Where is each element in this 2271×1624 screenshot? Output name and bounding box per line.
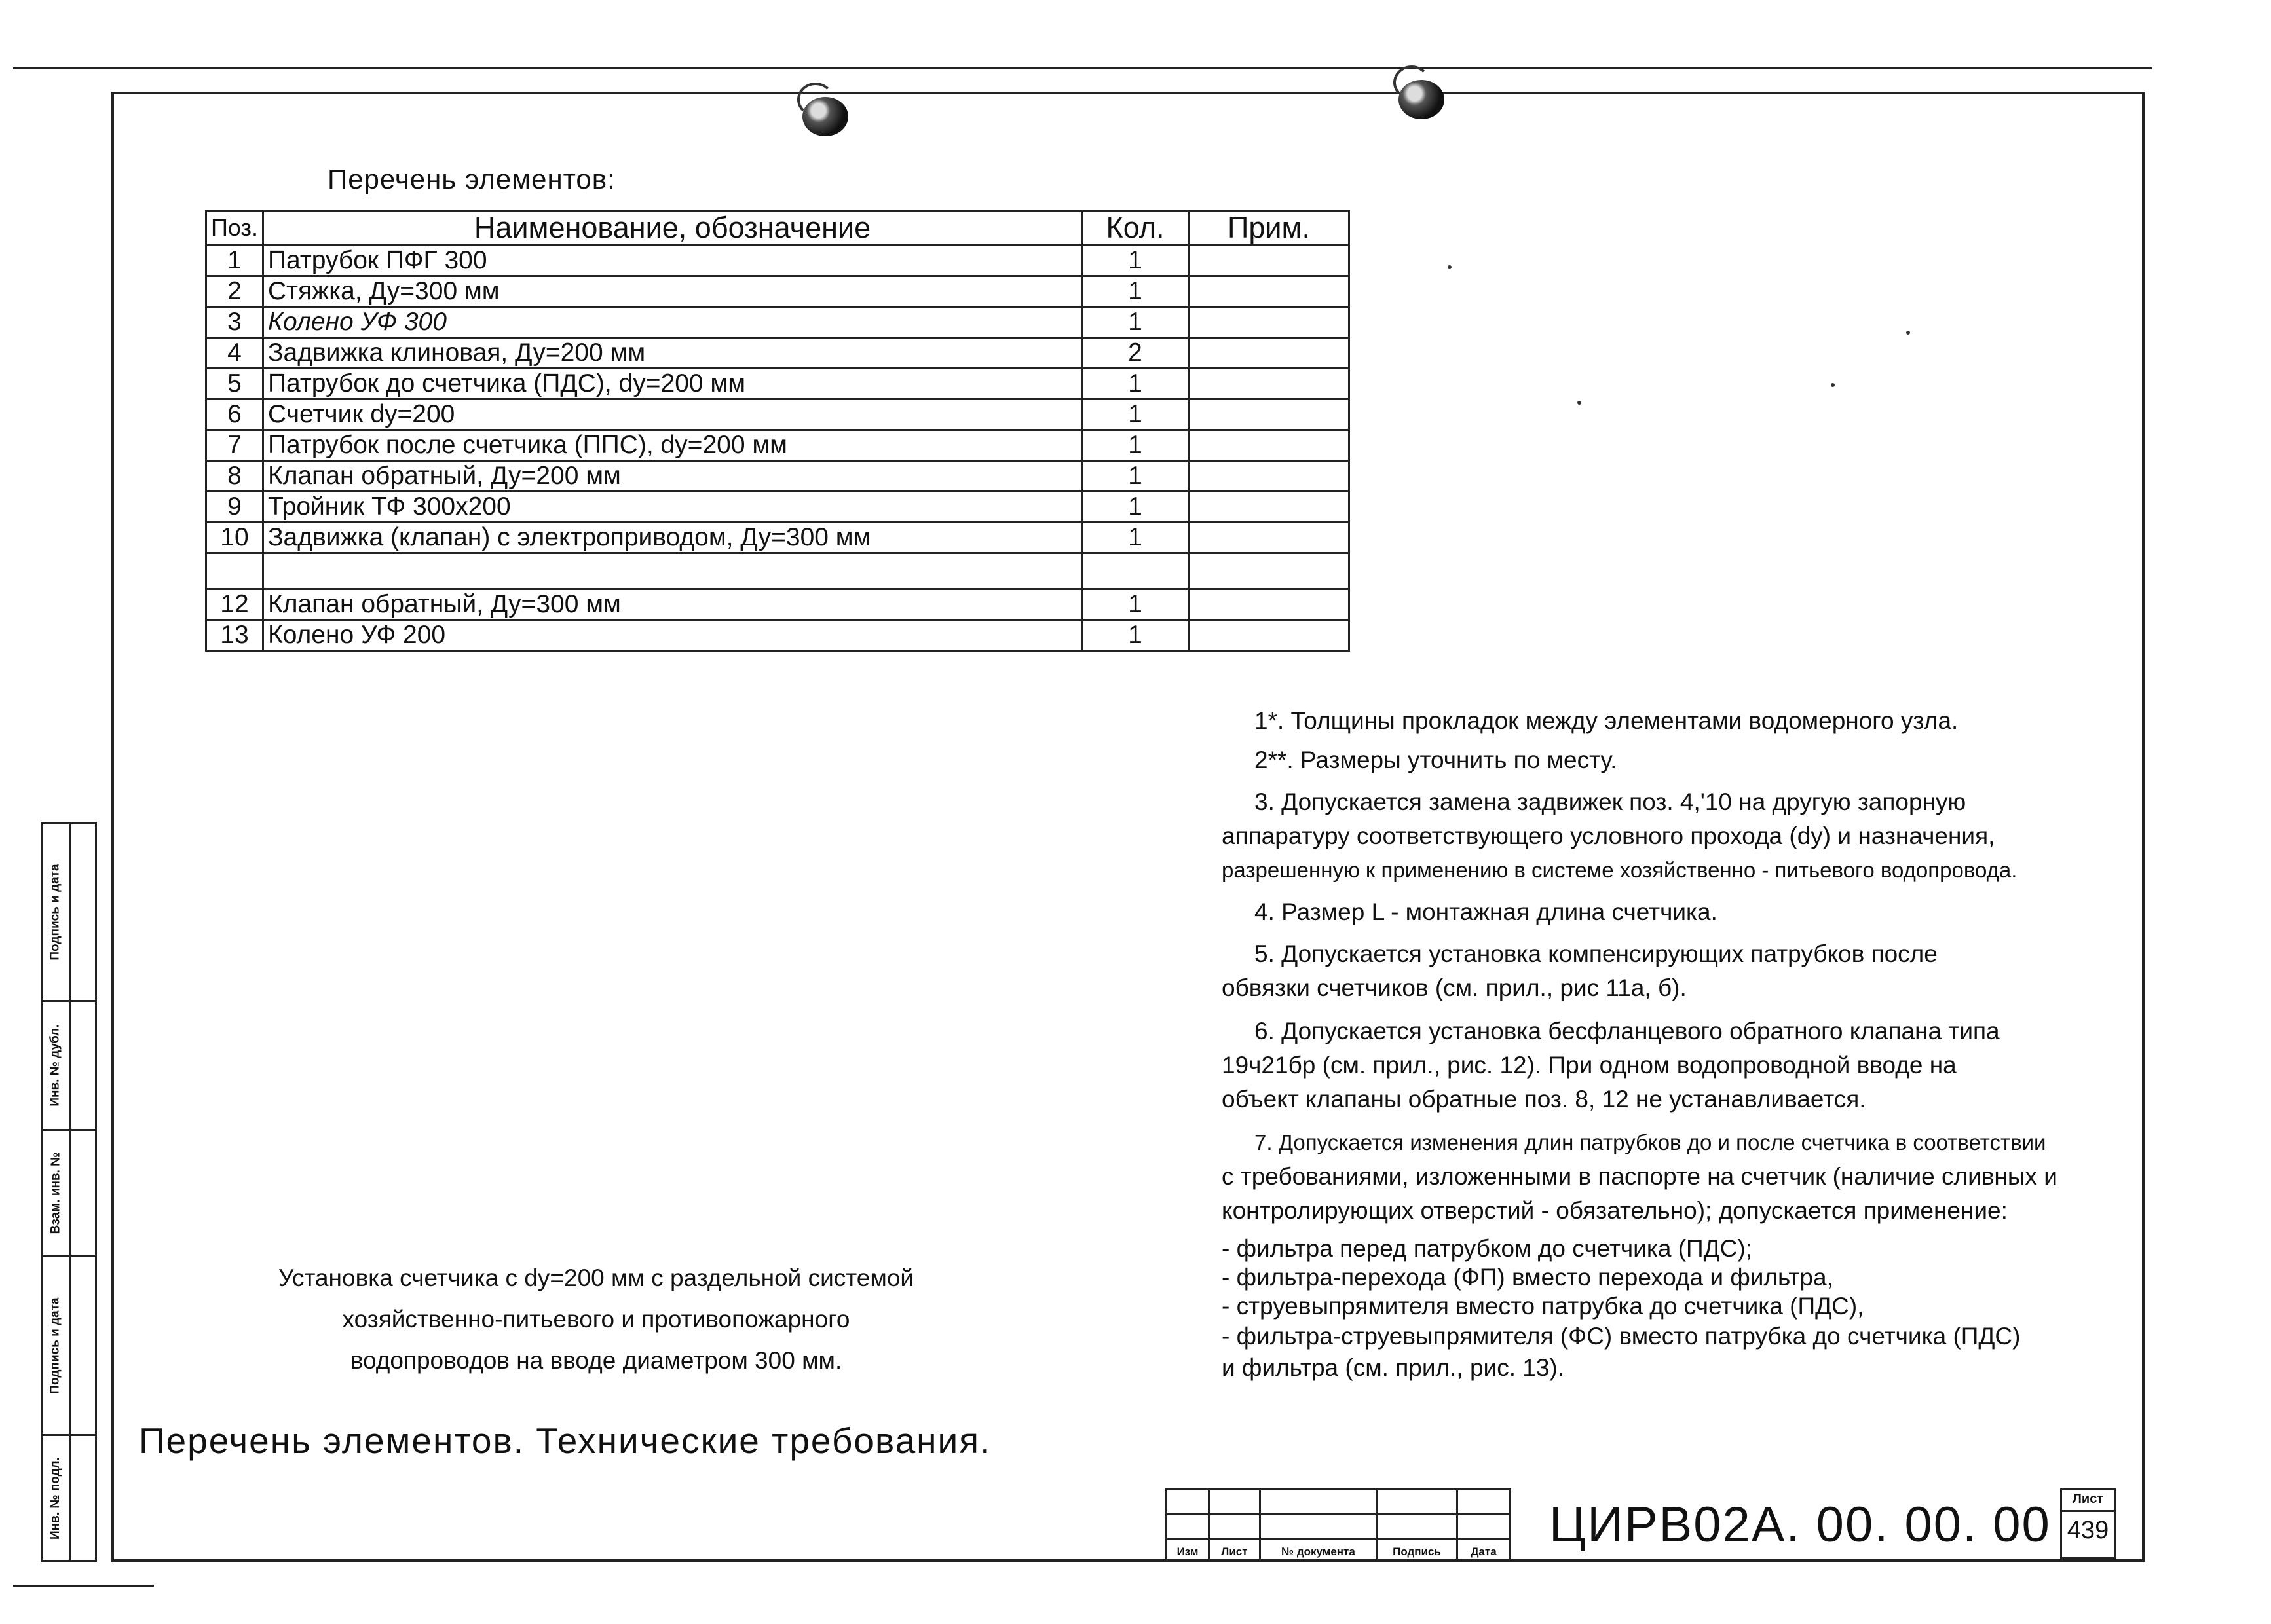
note-2: 2**. Размеры уточнить по месту. (1254, 747, 1617, 773)
document-code: ЦИРВ02А. 00. 00. 00 (1549, 1497, 2051, 1553)
cell-name: Патрубок до счетчика (ПДС), dy=200 мм (263, 369, 1082, 399)
title-block-grid (1165, 1488, 1511, 1560)
side-stamp-box (41, 822, 97, 1002)
note-6-line1: 6. Допускается установка бесфланцевого обратного клапана типа (1254, 1018, 2000, 1044)
label-doc-number: № документа (1260, 1540, 1377, 1560)
table-row (206, 430, 1349, 461)
cell-name: Клапан обратный, Ду=300 мм (263, 589, 1082, 620)
note-list-1: - фильтра перед патрубком до счетчика (ПДС); (1222, 1235, 1753, 1262)
sheet-number-box (2060, 1488, 2116, 1559)
cell-qty (1082, 553, 1189, 589)
note-3-line1: 3. Допускается замена задвижек поз. 4,'10 на другую запорную (1254, 788, 1966, 815)
bottom-left-rule (13, 1585, 154, 1587)
cell-qty: 2 (1082, 338, 1189, 369)
note-6-line3: объект клапаны обратные поз. 8, 12 не устанавливается. (1222, 1086, 1866, 1113)
cell-pos: 7 (206, 430, 263, 461)
note-5-line2: обвязки счетчиков (см. прил., рис 11а, б). (1222, 974, 1687, 1001)
cell-note (1189, 369, 1349, 399)
cell-name: Задвижка (клапан) с электроприводом, Ду=300 мм (263, 523, 1082, 553)
binder-pin-icon (802, 97, 848, 136)
cell-qty: 1 (1082, 246, 1189, 276)
cell-note (1189, 276, 1349, 307)
sheet-title: Перечень элементов. Технические требования. (139, 1420, 992, 1461)
label-signature: Подпись (1377, 1540, 1457, 1560)
cell-name (263, 553, 1082, 589)
cell-name: Стяжка, Ду=300 мм (263, 276, 1082, 307)
scan-speck (1906, 331, 1910, 335)
cell-note (1189, 461, 1349, 492)
side-stamp-box (41, 1000, 97, 1131)
note-7-line2: с требованиями, изложенными в паспорте на счетчик (наличие сливных и (1222, 1163, 2057, 1190)
note-1: 1*. Толщины прокладок между элементами водомерного узла. (1254, 707, 1959, 734)
cell-name: Патрубок ПФГ 300 (263, 246, 1082, 276)
note-3-line3: разрешенную к применению в системе хозяйственно - питьевого водопровода. (1222, 858, 2018, 882)
side-stamp-label: Подпись и дата (48, 1297, 62, 1394)
cell-note (1189, 399, 1349, 430)
cell-name: Тройник ТФ 300х200 (263, 492, 1082, 523)
cell-pos: 10 (206, 523, 263, 553)
header-note: Прим. (1189, 211, 1349, 246)
side-stamp-box (41, 1255, 97, 1436)
table-row (206, 399, 1349, 430)
cell-qty: 1 (1082, 589, 1189, 620)
cell-name: Колено УФ 300 (263, 307, 1082, 338)
cell-note (1189, 246, 1349, 276)
cell-note (1189, 430, 1349, 461)
cell-note (1189, 307, 1349, 338)
side-stamp-box (41, 1129, 97, 1257)
label-date: Дата (1457, 1540, 1511, 1560)
cell-qty: 1 (1082, 276, 1189, 307)
cell-name: Задвижка клиновая, Ду=200 мм (263, 338, 1082, 369)
caption-line3: водопроводов на вводе диаметром 300 мм. (350, 1347, 842, 1374)
label-list: Лист (1209, 1540, 1260, 1560)
binder-pin-icon (1398, 80, 1444, 119)
table-row (206, 589, 1349, 620)
cell-pos: 6 (206, 399, 263, 430)
header-qty: Кол. (1082, 211, 1189, 246)
cell-name: Колено УФ 200 (263, 620, 1082, 651)
header-pos: Поз. (206, 211, 263, 246)
cell-pos: 12 (206, 589, 263, 620)
note-7-line3: контролирующих отверстий - обязательно); допускается применение: (1222, 1197, 2008, 1224)
cell-pos: 5 (206, 369, 263, 399)
label-izm: Изм (1167, 1540, 1209, 1560)
table-header-row (206, 211, 1349, 246)
note-7-line1: 7. Допускается изменения длин патрубков до и после счетчика в соответствии (1254, 1130, 2046, 1154)
side-stamp-box (41, 1434, 97, 1562)
side-stamp-label: Подпись и дата (48, 863, 62, 961)
table-row (206, 276, 1349, 307)
cell-pos: 13 (206, 620, 263, 651)
cell-note (1189, 553, 1349, 589)
cell-note (1189, 492, 1349, 523)
sheet-label: Лист (2072, 1492, 2104, 1506)
side-stamp-label: Инв. № подл. (48, 1456, 63, 1540)
table-row (206, 523, 1349, 553)
cell-qty: 1 (1082, 620, 1189, 651)
table-row-empty (206, 553, 1349, 589)
side-stamp-label: Инв. № дубл. (48, 1024, 62, 1107)
cell-pos: 9 (206, 492, 263, 523)
cell-qty: 1 (1082, 307, 1189, 338)
cell-pos: 3 (206, 307, 263, 338)
drawing-caption (197, 1257, 996, 1381)
note-3-line2: аппаратуру соответствующего условного прохода (dy) и назначения, (1222, 822, 1995, 849)
cell-note (1189, 338, 1349, 369)
cell-qty: 1 (1082, 523, 1189, 553)
cell-note (1189, 589, 1349, 620)
cell-note (1189, 523, 1349, 553)
side-stamp-label: Взам. инв. № (48, 1152, 63, 1234)
table-row (206, 461, 1349, 492)
table-row (206, 338, 1349, 369)
scan-speck (1577, 401, 1581, 405)
note-6-line2: 19ч21бр (см. прил., рис. 12). При одном водопроводной вводе на (1222, 1052, 1957, 1079)
table-row (206, 307, 1349, 338)
cell-pos: 2 (206, 276, 263, 307)
table-row (206, 246, 1349, 276)
scan-speck (1448, 265, 1452, 269)
cell-name: Счетчик dy=200 (263, 399, 1082, 430)
table-row (206, 369, 1349, 399)
cell-qty: 1 (1082, 369, 1189, 399)
technical-notes (1222, 704, 2112, 1384)
cell-pos: 8 (206, 461, 263, 492)
table-row (206, 620, 1349, 651)
scan-speck (1831, 383, 1835, 387)
note-4: 4. Размер L - монтажная длина счетчика. (1254, 898, 1717, 925)
note-5-line1: 5. Допускается установка компенсирующих патрубков после (1254, 940, 1938, 967)
cell-qty: 1 (1082, 399, 1189, 430)
cell-name: Патрубок после счетчика (ППС), dy=200 мм (263, 430, 1082, 461)
cell-qty: 1 (1082, 492, 1189, 523)
header-name: Наименование, обозначение (263, 211, 1082, 246)
caption-line1: Установка счетчика с dy=200 мм с раздельной системой (278, 1264, 914, 1291)
cell-qty: 1 (1082, 430, 1189, 461)
caption-line2: хозяйственно-питьевого и противопожарного (342, 1306, 850, 1333)
cell-pos: 1 (206, 246, 263, 276)
sheet-number: 439 (2067, 1517, 2109, 1544)
cell-note (1189, 620, 1349, 651)
top-rule (13, 67, 2152, 69)
table-row (206, 492, 1349, 523)
note-list-2: - фильтра-перехода (ФП) вместо перехода и фильтра, (1222, 1264, 1833, 1291)
elements-heading: Перечень элементов: (328, 164, 616, 194)
cell-pos (206, 553, 263, 589)
cell-name: Клапан обратный, Ду=200 мм (263, 461, 1082, 492)
cell-qty: 1 (1082, 461, 1189, 492)
cell-pos: 4 (206, 338, 263, 369)
note-list-3: - струевыпрямителя вместо патрубка до счетчика (ПДС), (1222, 1293, 1864, 1320)
elements-table (205, 210, 1350, 652)
note-list-5: и фильтра (см. прил., рис. 13). (1222, 1354, 1565, 1381)
note-list-4: - фильтра-струевыпрямителя (ФС) вместо патрубка до счетчика (ПДС) (1222, 1323, 2021, 1350)
